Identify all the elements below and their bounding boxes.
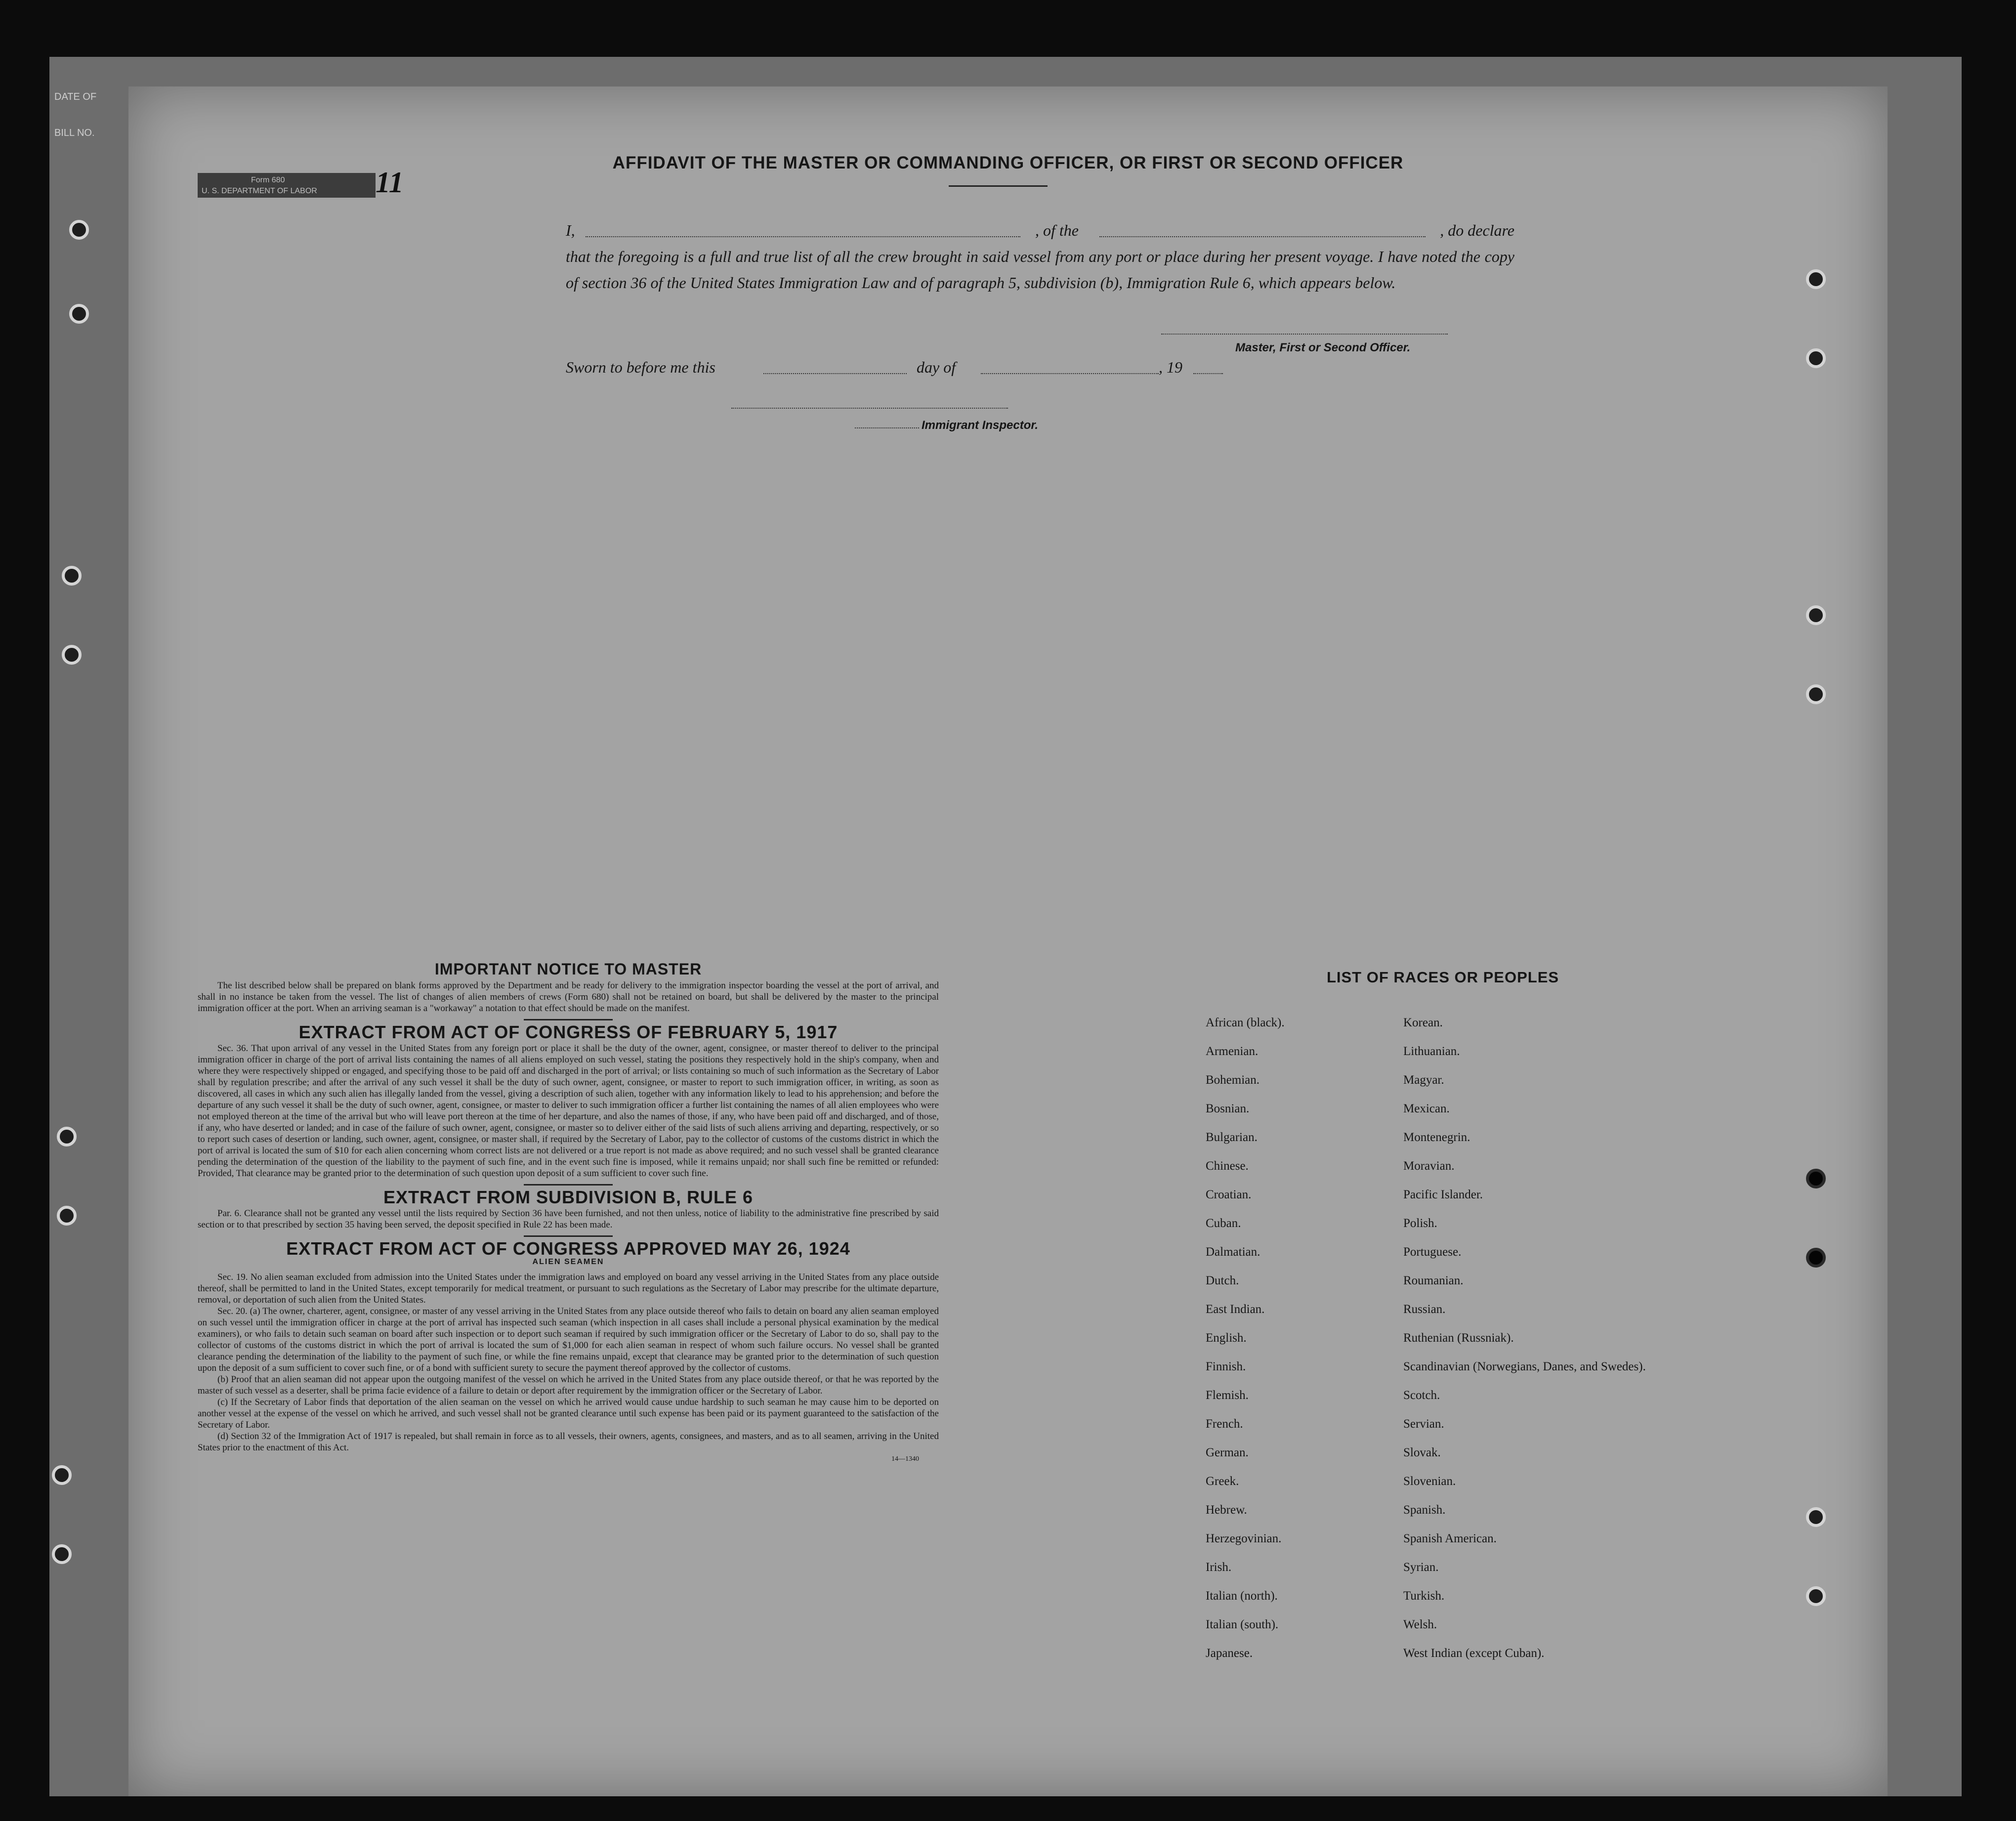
race-entry: Herzegovinian. <box>1206 1532 1282 1545</box>
punch-hole <box>1806 1507 1826 1527</box>
race-entry: Polish. <box>1403 1217 1437 1230</box>
stub-label-date: DATE OF <box>54 91 97 102</box>
race-entry: Dutch. <box>1206 1274 1239 1287</box>
race-entry: Italian (north). <box>1206 1589 1278 1603</box>
race-entry: Servian. <box>1403 1417 1444 1431</box>
race-entry: Finnish. <box>1206 1360 1246 1373</box>
separator <box>524 1235 613 1237</box>
race-entry: Dalmatian. <box>1206 1245 1260 1259</box>
sworn-year: , 19 <box>1159 358 1182 376</box>
races-title: LIST OF RACES OR PEOPLES <box>1326 969 1559 986</box>
extract-1917-title: EXTRACT FROM ACT OF CONGRESS OF FEBRUARY 5, 1917 <box>298 1022 838 1042</box>
punch-hole <box>57 1127 77 1146</box>
extract-1924-subtitle: ALIEN SEAMEN <box>532 1258 604 1266</box>
punch-hole <box>1806 1169 1826 1188</box>
race-entry: Armenian. <box>1206 1045 1259 1058</box>
name-blank[interactable] <box>586 236 1020 237</box>
stub-label-bill: BILL NO. <box>54 127 95 138</box>
race-entry: French. <box>1206 1417 1243 1431</box>
race-entry: Spanish American. <box>1403 1532 1497 1545</box>
race-entry: English. <box>1206 1331 1247 1345</box>
race-entry: Lithuanian. <box>1403 1045 1460 1058</box>
sworn-date-blank[interactable] <box>763 373 907 374</box>
punch-hole <box>1806 269 1826 289</box>
inspector-label: Immigrant Inspector. <box>922 419 1039 432</box>
race-entry: Scandinavian (Norwegians, Danes, and Swedes). <box>1403 1360 1646 1373</box>
race-entry: African (black). <box>1206 1016 1285 1029</box>
punch-hole <box>69 220 89 240</box>
extract-1924-sec20d: (d) Section 32 of the Immigration Act of 1917 is repealed, but shall remain in force as to all vessels, their owners, agents, consignees, and masters, and as to all seamen, arriving in the United States prior to the enactment of this Act. <box>198 1431 939 1453</box>
sworn-text: Sworn to before me this <box>566 358 715 376</box>
race-entry: Turkish. <box>1403 1589 1445 1603</box>
handwritten-page-number: 11 <box>376 166 404 199</box>
race-entry: Moravian. <box>1403 1159 1455 1173</box>
punch-hole <box>62 645 82 665</box>
affidavit-paragraph: that the foregoing is a full and true list of all the crew brought in said vessel from any port or place during her present voyage. I have noted the copy of section 36 of the United States Immigration Law and of paragraph 5, subdivision (b), Immigration Rule 6, which appears below. <box>566 248 1514 292</box>
race-entry: Ruthenian (Russniak). <box>1403 1331 1514 1345</box>
races-column-2 <box>1403 1016 1680 1675</box>
race-entry: West Indian (except Cuban). <box>1403 1647 1545 1660</box>
extract-rule6-title: EXTRACT FROM SUBDIVISION B, RULE 6 <box>383 1187 754 1207</box>
punch-hole <box>57 1206 77 1226</box>
race-entry: Magyar. <box>1403 1073 1444 1087</box>
document-code: 14—1340 <box>891 1455 919 1463</box>
master-label: Master, First or Second Officer. <box>1235 341 1411 354</box>
race-entry: Bohemian. <box>1206 1073 1260 1087</box>
race-entry: Bulgarian. <box>1206 1131 1258 1144</box>
race-entry: Roumanian. <box>1403 1274 1464 1287</box>
sworn-day-of: day of <box>917 358 956 376</box>
race-entry: Italian (south). <box>1206 1618 1279 1631</box>
master-signature-line[interactable] <box>1161 334 1448 335</box>
punch-hole <box>1806 605 1826 625</box>
race-entry: Mexican. <box>1403 1102 1450 1115</box>
races-column-1 <box>1206 1016 1403 1675</box>
race-entry: Russian. <box>1403 1303 1446 1316</box>
punch-hole <box>1806 1586 1826 1606</box>
race-entry: Hebrew. <box>1206 1503 1247 1517</box>
race-entry: Portuguese. <box>1403 1245 1462 1259</box>
sworn-month-blank[interactable] <box>981 373 1159 374</box>
punch-hole <box>52 1544 72 1564</box>
sworn-line <box>566 358 1258 377</box>
race-entry: Welsh. <box>1403 1618 1437 1631</box>
race-entry: Japanese. <box>1206 1647 1253 1660</box>
punch-hole <box>69 304 89 324</box>
form-header <box>198 173 376 198</box>
extract-1917-text: Sec. 36. That upon arrival of any vessel in the United States from any foreign port or place it shall be the duty of the owner, agent, consignee, or master thereof to deliver to the principal immigration officer in charge of the port of arrival lists containing the names of all aliens employed on such vessel, stating the positions they respectively hold in the ship's company, when and where they were respectively shipped or engaged, and specifying those to be paid off and discharged in the port of arrival; or lists containing so much of such information as the Secretary of Labor shall by regulation prescribe; and after the arrival of any such vessel it shall be the duty of such owner, agent, consignee, or master to report to such immigration officer, in writing, as soon as discovered, all cases in which any such alien has illegally landed from the vessel, giving a description of such alien, together with any information likely to lead to his apprehension; and before the departure of any such vessel it shall be the duty of such owner, agent, consignee, or master to deliver to such immigration officer a further list containing the names of all alien employees who were not employed thereon at the time of the arrival but who will leave port thereon at the time of her departure, and also the names of those, if any, who have been paid off and discharged, and of those, if any, who have deserted or landed; and in case of the failure of such owner, agent, consignee, or master so to deliver either of the said lists of such aliens arriving and departing, respectively, or so to report such cases of desertion or landing, such owner, agent, consignee, or master shall, if required by the Secretary of Labor, pay to the collector of customs of the customs district in which the port of arrival is located the sum of $10 for each alien concerning whom correct lists are not delivered or a true report is not made as above required; and no such vessel shall be granted clearance pending the determination of the question of the liability to the payment of such fine, and in the event such fine is imposed, while it remains unpaid; nor shall such fine be remitted or refunded: Provided, That clearance may be granted prior to the determination of such question upon deposit of a sum sufficient to cover such fine. <box>198 1043 939 1179</box>
sworn-year-blank[interactable] <box>1193 373 1223 374</box>
race-entry: Korean. <box>1403 1016 1443 1029</box>
inspector-signature-line[interactable] <box>731 408 1008 409</box>
vessel-blank[interactable] <box>1099 236 1426 237</box>
notice-title: IMPORTANT NOTICE TO MASTER <box>434 960 702 978</box>
race-entry: Slovenian. <box>1403 1475 1456 1488</box>
race-entry: Croatian. <box>1206 1188 1252 1201</box>
extract-1924-sec20a: Sec. 20. (a) The owner, charterer, agent, consignee, or master of any vessel arriving in the United States from any place outside thereof who fails to detain on board any alien seaman employed on such vessel until the immigration officer in charge at the port of arrival has inspected such seaman (which inspection in all cases shall include a personal physical examination by the medical examiners), or who fails to detain such seaman on board after such inspection or to deport such seaman if required by such immigration officer or the Secretary of Labor to do so, shall pay to the collector of customs of the customs district in which the port of arrival is located the sum of $1,000 for each alien seaman in respect of whom such failure occurs. No vessel shall be granted clearance pending the determination of the liability to the payment of such fine, or while the fine remains unpaid, except that clearance may be granted prior to the determination of such question upon the deposit of a sum sufficient to cover such fine, or of a bond with sufficient surety to secure the payment thereof approved by the collector of customs. <box>198 1306 939 1373</box>
race-entry: Bosnian. <box>1206 1102 1250 1115</box>
inspector-lead-line <box>855 427 919 428</box>
form-page <box>128 86 1888 1796</box>
race-entry: Greek. <box>1206 1475 1239 1488</box>
department-name: U. S. DEPARTMENT OF LABOR <box>202 187 317 195</box>
affidavit-declare: , do declare <box>1440 221 1514 239</box>
race-entry: Pacific Islander. <box>1403 1188 1483 1201</box>
punch-hole <box>1806 348 1826 368</box>
affidavit-line1 <box>566 217 1514 244</box>
extract-1924-sec20b: (b) Proof that an alien seaman did not appear upon the outgoing manifest of the vessel on which he arrived in the United States from any place outside thereof, or that he was reported by the master of such vessel as a deserter, shall be prima facie evidence of a failure to detain or deport after requirement by the immigration officer or the Secretary of Labor. <box>198 1374 939 1396</box>
race-entry: Cuban. <box>1206 1217 1241 1230</box>
affidavit-i: I, <box>566 221 575 239</box>
extract-rule6-text: Par. 6. Clearance shall not be granted any vessel until the lists required by Section 36 have been furnished, and not then unless, notice of liability to the administrative fine prescribed by said section or to that prescribed by section 35 having been served, the deposit specified in Rule 22 has been made. <box>198 1208 939 1230</box>
punch-hole <box>62 566 82 586</box>
extract-1924-sec20c: (c) If the Secretary of Labor finds that deportation of the alien seaman on the vessel on which he arrived would cause undue hardship to such seaman he may cause him to be deported on another vessel at the expense of the vessel on which he arrived, and such vessel shall not be granted clearance until such expense has been paid or its payment guaranteed to the satisfaction of the Secretary of Labor. <box>198 1397 939 1430</box>
separator <box>524 1184 613 1186</box>
race-entry: Flemish. <box>1206 1389 1249 1402</box>
race-entry: Scotch. <box>1403 1389 1440 1402</box>
race-entry: German. <box>1206 1446 1249 1459</box>
form-number: Form 680 <box>251 176 285 184</box>
notice-text: The list described below shall be prepared on blank forms approved by the Department and be ready for delivery to the immigration inspector boarding the vessel at the port of arrival, and shall in no instance be taken from the vessel. The list of changes of alien members of crews (Form 680) shall not be retained on board, but shall be delivered by the master to the principal immigration officer at the port. When an arriving seaman is a "workaway" a notation to that effect should be made on the manifest. <box>198 980 939 1014</box>
race-entry: Chinese. <box>1206 1159 1249 1173</box>
race-entry: Syrian. <box>1403 1561 1439 1574</box>
notice-column <box>198 960 939 1465</box>
punch-hole <box>1806 1248 1826 1268</box>
punch-hole <box>52 1465 72 1485</box>
separator <box>524 1019 613 1020</box>
extract-1924-sec19: Sec. 19. No alien seaman excluded from admission into the United States under the immigration laws and employed on board any vessel arriving in the United States from any place outside thereof, shall be permitted to land in the United States, except temporarily for medical treatment, or pursuant to such regulations as the Secretary of Labor may prescribe for the ultimate departure, removal, or deportation of such alien from the United States. <box>198 1272 939 1305</box>
title-rule <box>949 185 1048 187</box>
affidavit-of-the: , of the <box>1035 221 1079 239</box>
race-entry: East Indian. <box>1206 1303 1265 1316</box>
left-stub <box>54 91 128 205</box>
race-entry: Montenegrin. <box>1403 1131 1470 1144</box>
punch-hole <box>1806 684 1826 704</box>
extract-1924-title: EXTRACT FROM ACT OF CONGRESS APPROVED MAY 26, 1924 <box>286 1238 850 1259</box>
race-entry: Spanish. <box>1403 1503 1446 1517</box>
race-entry: Slovak. <box>1403 1446 1441 1459</box>
affidavit-title: AFFIDAVIT OF THE MASTER OR COMMANDING OFFICER, OR FIRST OR SECOND OFFICER <box>612 153 1404 172</box>
race-entry: Irish. <box>1206 1561 1232 1574</box>
